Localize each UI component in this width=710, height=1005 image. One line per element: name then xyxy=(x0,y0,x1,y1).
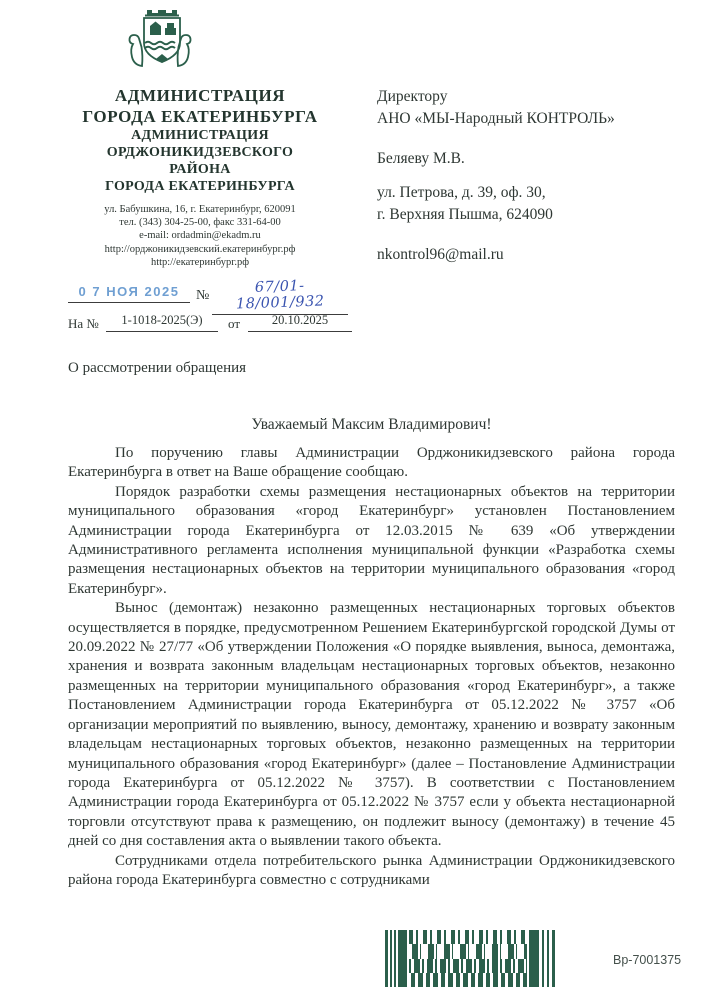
recipient-address-line2: г. Верхняя Пышма, 624090 xyxy=(377,206,553,223)
body-paragraph: Сотрудниками отдела потребительского рынка Администрации Орджоникидзевского района города Екатеринбурга совместно с сотрудниками xyxy=(68,852,675,888)
letter-body xyxy=(68,444,675,890)
reply-to-label: На № xyxy=(68,316,99,331)
body-paragraph: Порядок разработки схемы размещения нестационарных объектов на территории муниципального образования «город Екатеринбург» установлен Постановлением Администрации города Екатеринбурга от 12.03.2015 № 639 «Об утверждении Административного регламента исполнения муниципальной функции «Разработка схемы размещения нестационарных объектов на территории муниципального образования «город Екатеринбург». xyxy=(68,483,675,597)
district-name-line2: ОРДЖОНИКИДЗЕВСКОГО xyxy=(106,145,294,160)
subject-line: О рассмотрении обращения xyxy=(68,360,247,376)
phone-fax: тел. (343) 304-25-00, факс 331-64-00 xyxy=(119,217,281,229)
barcode-data-pattern xyxy=(409,930,527,987)
postal-address: ул. Бабушкина, 16, г. Екатеринбург, 620091 xyxy=(104,204,296,215)
recipient-email: nkontrol96@mail.ru xyxy=(377,246,504,263)
recipient-position: Директору xyxy=(377,88,448,105)
incoming-number-field: 1-1018-2025(Э) xyxy=(106,313,218,332)
document-barcode-icon xyxy=(385,930,555,987)
recipient-address-line1: ул. Петрова, д. 39, оф. 30, xyxy=(377,184,546,201)
greeting-line: Уважаемый Максим Владимирович! xyxy=(251,416,492,433)
contact-block xyxy=(40,203,360,269)
org-name-line2: ГОРОДА ЕКАТЕРИНБУРГА xyxy=(82,107,318,126)
recipient-organization: АНО «МЫ-Народный КОНТРОЛЬ» xyxy=(377,110,615,127)
number-sign: № xyxy=(196,288,210,303)
yekaterinburg-coat-of-arms-icon xyxy=(114,5,206,75)
body-paragraph: По поручению главы Администрации Орджоникидзевского района города Екатеринбурга в ответ на Ваше обращение сообщаю. xyxy=(68,445,675,481)
barcode-start-pattern xyxy=(385,930,407,987)
outgoing-number-handwritten: 67/01-18/001/932 xyxy=(235,278,325,313)
outgoing-number-field xyxy=(212,280,348,315)
district-name xyxy=(40,127,360,195)
district-name-line3: РАЙОНА xyxy=(169,162,231,177)
from-label: от xyxy=(228,316,241,331)
org-website-district: http://орджоникидзевский.екатеринбург.рф xyxy=(104,243,296,255)
date-stamp: 0 7 НОЯ 2025 xyxy=(68,284,190,303)
org-website-city: http://екатеринбург.рф xyxy=(150,256,250,268)
barcode-label: Вр-7001375 xyxy=(613,953,682,967)
recipient-block xyxy=(377,86,707,266)
recipient-name: Беляеву М.В. xyxy=(377,150,465,167)
district-name-line4: ГОРОДА ЕКАТЕРИНБУРГА xyxy=(105,179,295,194)
org-name-line1: АДМИНИСТРАЦИЯ xyxy=(114,86,286,105)
org-name xyxy=(40,85,360,127)
body-paragraph: Вынос (демонтаж) незаконно размещенных нестационарных торговых объектов осуществляется в порядке, предусмотренном Решением Екатеринбургской городской Думы от 20.09.2022 № 27/77 «Об утверждении Положения «О порядке выявления, выноса, демонтажа, хранения и возврата законным владельцам нестационарных торговых объектов, незаконно размещенных на территории муниципального образования «город Екатеринбург», а также Постановлением Администрации города Екатеринбурга от 05.12.2022 № 3757 «Об организации мероприятий по выявлению, выносу, демонтажу, хранению и возврату законным владельцам нестационарных торговых объектов, незаконно размещенных на территории муниципального образования «город Екатеринбург» (далее – Постановление Администрации города Екатеринбурга от 05.12.2022 № 3757). В соответствии с Постановлением Администрации города Екатеринбурга от 05.12.2022 № 3757 если у объекта нестационарной торговли отсутствуют права к размещению, он подлежит выносу (демонтажу) в течение 45 дней со дня составления акта о выявлении такого объекта. xyxy=(68,600,675,850)
district-name-line1: АДМИНИСТРАЦИЯ xyxy=(131,128,269,143)
org-email: e-mail: ordadmin@ekadm.ru xyxy=(139,230,261,242)
barcode-stop-pattern xyxy=(529,930,555,987)
incoming-date-field: 20.10.2025 xyxy=(248,313,352,332)
